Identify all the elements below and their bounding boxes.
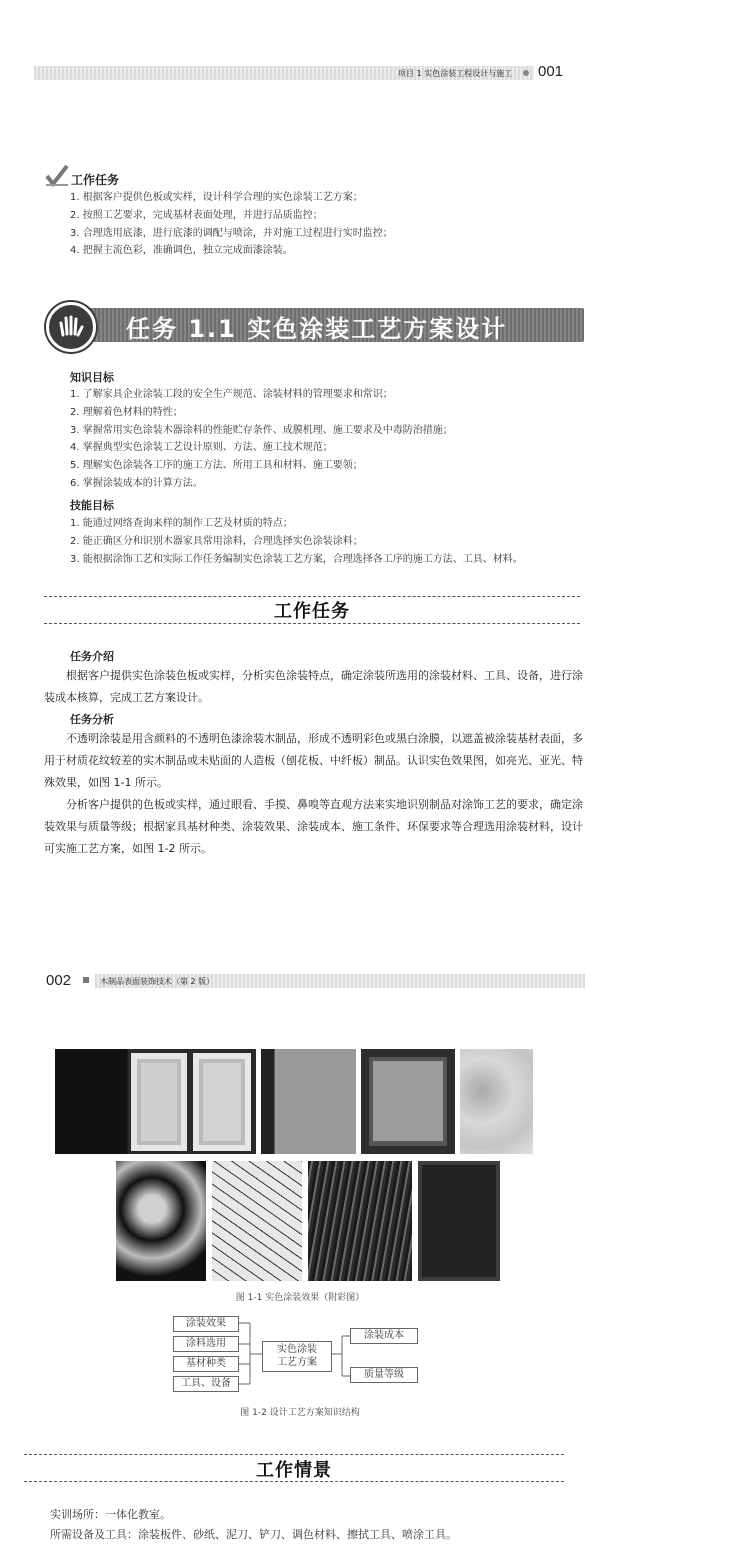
section-title: 工作任务: [274, 601, 350, 622]
section-title: 工作情景: [256, 1460, 332, 1481]
diagram-node: 涂料选用: [173, 1336, 239, 1352]
list-item: 4. 把握主流色彩，准确调色，独立完成面漆涂装。: [70, 245, 293, 257]
tasks-list: [70, 189, 570, 260]
figure-1-2-caption: 图 1-2 设计工艺方案知识结构: [240, 1408, 360, 1418]
page-square-icon: [83, 977, 89, 983]
skills-heading: 技能目标: [70, 499, 114, 512]
photo-wood-grain: [308, 1161, 412, 1281]
page-dot-icon: [523, 70, 529, 76]
list-item: 5. 理解实色涂装各工序的施工方法、所用工具和材料、施工要领；: [70, 460, 363, 472]
photo-marble-texture: [460, 1049, 533, 1154]
scene-line: 所需设备及工具：涂装板件、砂纸、泥刀、铲刀、调色材料、擦拭工具、喷涂工具。: [50, 1528, 457, 1541]
photo-crackle-white: [212, 1161, 302, 1281]
photo-dark-panel: [261, 1049, 356, 1154]
intro-paragraph: 根据客户提供实色涂装色板或实样，分析实色涂装特点，确定涂装所选用的涂装材料、工具、设备，进行涂装成本核算，完成工艺方案设计。: [44, 669, 583, 704]
diagram-node: 工具、设备: [173, 1376, 239, 1392]
section-divider-bottom: [24, 1481, 564, 1482]
diagram-node: 涂装效果: [173, 1316, 239, 1332]
diagram-node: 质量等级: [350, 1367, 418, 1383]
diagram-node: 涂装成本: [350, 1328, 418, 1344]
knowledge-list: [70, 386, 590, 493]
photo-crackle-black: [116, 1161, 206, 1281]
scene-line: 实训场所：一体化教室。: [50, 1508, 171, 1521]
list-item: 3. 能根据涂饰工艺和实际工作任务编制实色涂装工艺方案，合理选择各工序的施工方法、工具、材料。: [70, 553, 523, 565]
page-number: 001: [538, 63, 564, 80]
photo-black-panel: [418, 1161, 500, 1281]
figure-1-1-caption: 图 1-1 实色涂装效果（附彩图）: [235, 1293, 365, 1303]
list-item: 2. 按照工艺要求，完成基材表面处理，并进行品质监控；: [70, 209, 323, 221]
list-item: 1. 根据客户提供色板或实样，设计科学合理的实色涂装工艺方案；: [70, 192, 363, 203]
analysis-heading: 任务分析: [70, 713, 114, 726]
page-number: 002: [46, 972, 72, 989]
analysis-paragraph-2: 分析客户提供的色板或实样，通过眼看、手摸、鼻嗅等直观方法来实地识别制品对涂饰工艺的要求，确定涂装效果与质量等级；根据家具基材种类、涂装效果、涂装成本、施工条件、环保要求等合理选用涂装材料，设计可实施工艺方案，如图 1-2 所示。: [44, 798, 583, 855]
list-item: 3. 合理选用底漆，进行底漆的调配与喷涂，并对施工过程进行实时监控；: [70, 227, 393, 239]
photo-black-door: [55, 1049, 256, 1154]
list-item: 6. 掌握涂装成本的计算方法。: [70, 477, 203, 489]
list-item: 1. 了解家具企业涂装工段的安全生产规范、涂装材料的管理要求和常识；: [70, 389, 393, 400]
section-divider-bottom: [44, 623, 580, 624]
banner-title: 任务 1.1 实色涂装工艺方案设计: [126, 315, 508, 343]
diagram-center-node: 实色涂装 工艺方案: [262, 1341, 332, 1372]
photo-framed-panel: [361, 1049, 455, 1154]
list-item: 2. 能正确区分和识别木器家具常用涂料，合理选择实色涂装涂料；: [70, 535, 363, 547]
running-head-text: 木制品表面装饰技术（第 2 版）: [100, 977, 215, 986]
list-item: 2. 理解着色材料的特性；: [70, 406, 183, 418]
analysis-paragraph-1: 不透明涂装是用含颜料的不透明色漆涂装木制品，形成不透明彩色或黑白涂膜，以遮盖被涂装基材表面，多用于材质花纹较差的实木制品或未贴面的人造板（刨花板、中纤板）制品。认识实色效果图，如亮光、亚光、特殊效果，如图 1-1 所示。: [44, 732, 583, 789]
skills-list: [70, 515, 610, 568]
intro-heading: 任务介绍: [70, 650, 114, 663]
list-item: 4. 掌握典型实色涂装工艺设计原则、方法、施工技术规范；: [70, 442, 333, 454]
running-head-text: 项目 1 实色涂装工程设计与施工: [398, 69, 513, 78]
diagram-node: 基材种类: [173, 1356, 239, 1372]
check-icon: [44, 163, 70, 189]
list-item: 3. 掌握常用实色涂装木器涂料的性能贮存条件、成膜机理、施工要求及中毒防治措施；: [70, 424, 453, 436]
list-item: 1. 能通过网络查询来样的制作工艺及材质的特点；: [70, 518, 293, 529]
knowledge-heading: 知识目标: [70, 371, 114, 384]
hand-icon: [46, 302, 96, 352]
section-divider-top: [24, 1454, 564, 1455]
tasks-heading: 工作任务: [71, 173, 120, 187]
